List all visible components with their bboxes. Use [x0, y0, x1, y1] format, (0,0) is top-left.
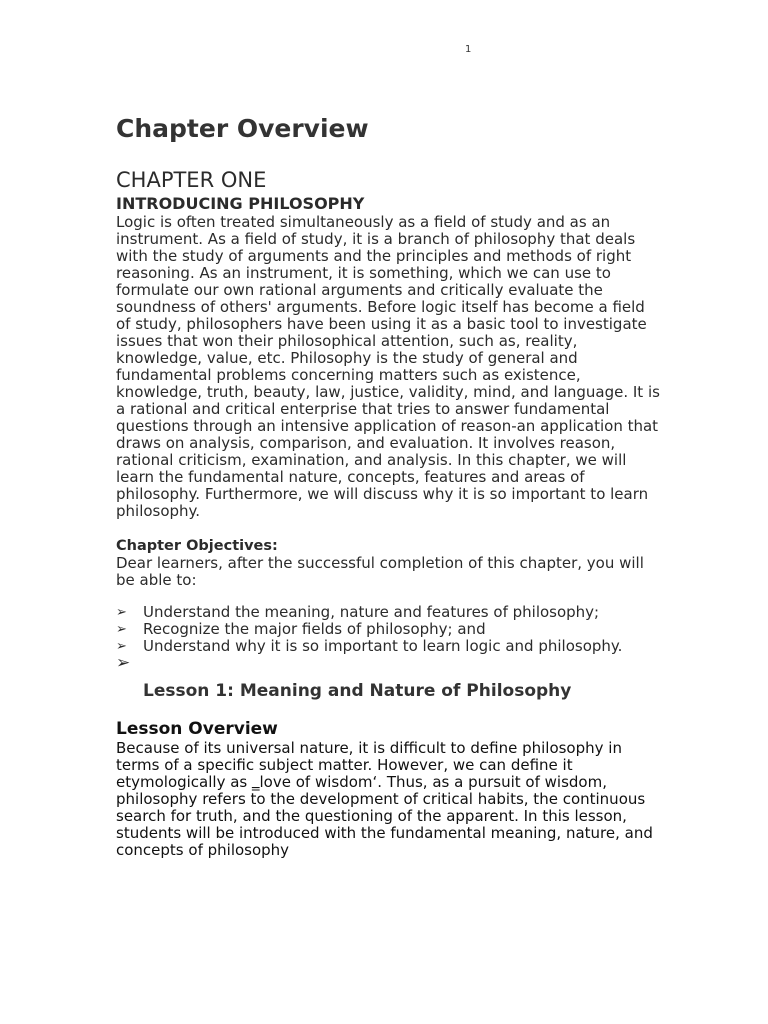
- list-item-text: Understand why it is so important to learn logic and philosophy.: [143, 637, 623, 655]
- chapter-number-heading: CHAPTER ONE: [116, 168, 267, 192]
- lesson-overview-text: Because of its universal nature, it is difficult to define philosophy in terms of a specific subject matter. However, we can define it etymologically as ‗love of wisdom‘. Thus, as a pursuit of wisdom, philosophy refers to the development of critical habits, the continuous search for truth, and the questioning of the apparent. In this lesson, students will be introduced with the fundamental meaning, nature, and concepts of philosophy: [116, 739, 653, 859]
- chapter-overview-title: Chapter Overview: [116, 114, 369, 143]
- list-item: [116, 621, 661, 638]
- list-item-text: Recognize the major fields of philosophy; and: [143, 620, 486, 638]
- arrow-bullet-icon: ➢: [116, 605, 127, 620]
- page-number: 1: [465, 44, 472, 55]
- objectives-list: [116, 604, 661, 675]
- arrow-bullet-icon: ➢: [116, 639, 127, 654]
- arrow-bullet-icon: ➢: [116, 622, 127, 637]
- objectives-intro: Dear learners, after the successful completion of this chapter, you will be able to:: [116, 554, 644, 589]
- lesson-title: Lesson 1: Meaning and Nature of Philosophy: [143, 681, 572, 701]
- document-content: [116, 112, 661, 859]
- list-item: [116, 604, 661, 621]
- objectives-heading: Chapter Objectives:: [116, 538, 278, 554]
- intro-paragraph: Logic is often treated simultaneously as a field of study and as an instrument. As a field of study, it is a branch of philosophy that deals with the study of arguments and the principles and methods of right reasoning. As an instrument, it is something, which we can use to formulate our own rational arguments and critically evaluate the soundness of others' arguments. Before logic itself has become a field of study, philosophers have been using it as a basic tool to investigate issues that won their philosophical attention, such as, reality, knowledge, value, etc. Philosophy is the study of general and fundamental problems concerning matters such as existence, knowledge, truth, beauty, law, justice, validity, mind, and language. It is a rational and critical enterprise that tries to answer fundamental questions through an intensive application of reason-an application that draws on analysis, comparison, and evaluation. It involves reason, rational criticism, examination, and analysis. In this chapter, we will learn the fundamental nature, concepts, features and areas of philosophy. Furthermore, we will discuss why it is so important to learn philosophy.: [116, 213, 660, 520]
- empty-list-item: [116, 655, 661, 675]
- list-item: [116, 638, 661, 655]
- chapter-subtitle: INTRODUCING PHILOSOPHY: [116, 194, 365, 213]
- list-item-text: Understand the meaning, nature and features of philosophy;: [143, 603, 600, 621]
- arrow-bullet-icon: ➢: [116, 653, 131, 673]
- lesson-overview-heading: Lesson Overview: [116, 719, 278, 739]
